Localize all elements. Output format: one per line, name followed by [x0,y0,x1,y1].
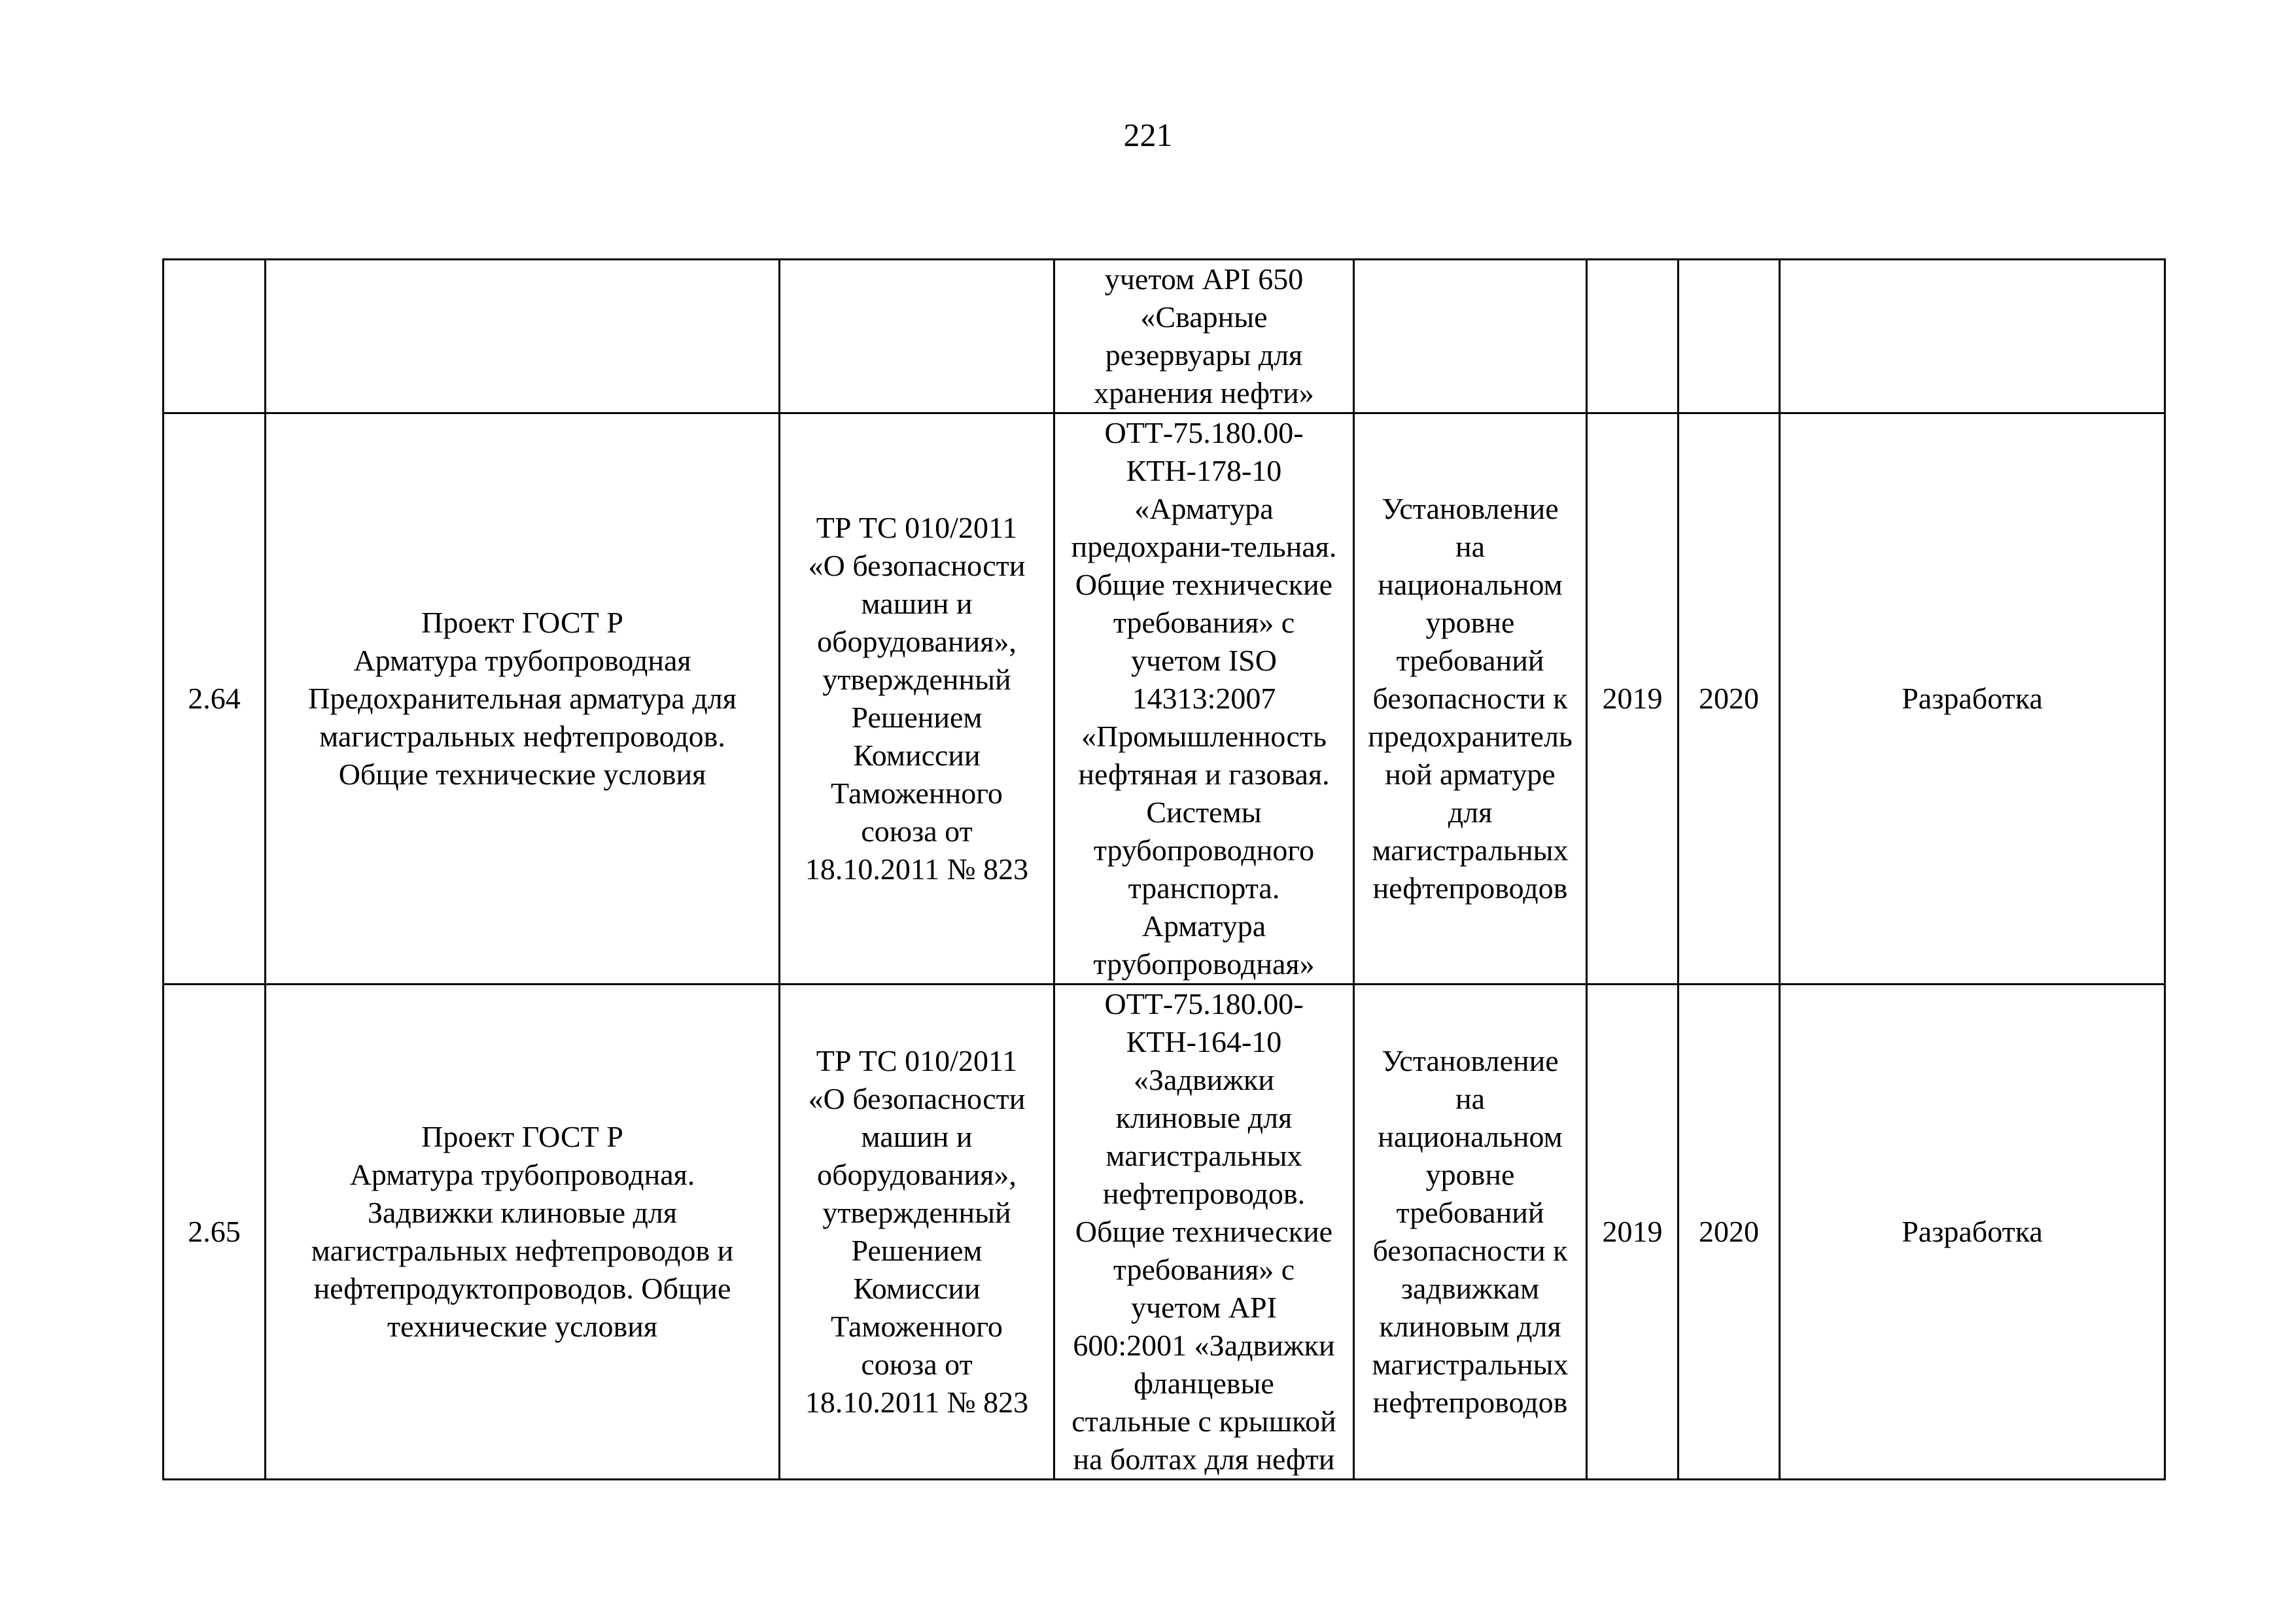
cell-line: КТН-178-10 [1126,454,1282,487]
cell-line: национальном [1378,568,1563,601]
cell-start-year: 2019 [1587,985,1679,1480]
cell-line: Системы [1146,795,1262,829]
cell-line: Проект ГОСТ Р [421,1120,623,1153]
cell-line: резервуары для [1105,338,1303,372]
cell-line: утвержденный [822,663,1011,696]
cell-line: Общие технические условия [338,758,706,791]
cell-goal-empty [1354,260,1587,413]
table-row [164,985,2165,1480]
cell-work-empty [1780,260,2165,413]
cell-line: ной арматуре [1385,758,1556,791]
standards-table [162,258,2166,1480]
cell-line: нефтепродуктопроводов. Общие [313,1272,731,1305]
cell-line: Комиссии [853,1272,981,1305]
cell-line: союза от [861,814,973,848]
cell-line: Арматура [1141,909,1266,943]
cell-line: 14313:2007 [1132,682,1276,715]
cell-line: магистральных [1372,1348,1569,1381]
cell-line: ТР ТС 010/2011 [816,1044,1018,1077]
cell-regulation-empty [780,260,1054,413]
cell-line: для [1448,795,1493,829]
cell-line: «О безопасности [808,549,1026,582]
table-row-continuation [164,260,2165,413]
cell-line: магистральных нефтепроводов и [311,1234,734,1267]
cell-line: КТН-164-10 [1126,1025,1282,1058]
cell-line: клиновым для [1379,1310,1561,1343]
cell-line: требований [1396,644,1544,677]
cell-line: учетом API 650 [1104,262,1304,296]
cell-line: уровне [1425,1158,1515,1191]
cell-line: учетом API [1131,1291,1277,1324]
cell-line: требований [1396,1196,1544,1229]
cell-num-empty [164,260,266,413]
cell-line: «Задвижки [1134,1063,1274,1096]
cell-line: хранения нефти» [1094,376,1314,410]
cell-title-empty [266,260,780,413]
cell-title [266,413,780,985]
cell-work-type: Разработка [1780,985,2165,1480]
cell-line: клиновые для [1115,1101,1293,1134]
cell-line: нефтепроводов [1372,1386,1568,1419]
cell-regulation [780,985,1054,1480]
cell-line: утвержденный [822,1196,1011,1229]
cell-end-empty [1679,260,1780,413]
table-row [164,413,2165,985]
cell-title [266,985,780,1480]
cell-line: машин и [861,1120,973,1153]
cell-line: Задвижки клиновые для [367,1196,678,1229]
cell-line: трубопроводная» [1093,947,1315,981]
cell-line: «Промышленность [1081,720,1327,753]
cell-line: «Сварные [1140,300,1268,334]
cell-line: Проект ГОСТ Р [421,606,623,639]
cell-line: учетом ISO [1131,644,1277,677]
cell-line: Предохранительная арматура для [308,682,737,715]
cell-line: союза от [861,1348,973,1381]
cell-line: ОТТ-75.180.00- [1104,987,1304,1021]
cell-line: нефтяная и газовая. [1078,758,1330,791]
cell-line: оборудования», [817,1158,1017,1191]
cell-line: машин и [861,587,973,620]
cell-goal [1354,413,1587,985]
cell-line: ТР ТС 010/2011 [816,511,1018,544]
cell-basis [1054,413,1354,985]
cell-num: 2.65 [164,985,266,1480]
cell-line: задвижкам [1400,1272,1540,1305]
cell-line: Общие технические [1075,1215,1333,1248]
cell-line: магистральных [1372,833,1569,867]
cell-line: требования» с [1113,606,1295,639]
cell-end-year: 2020 [1679,985,1780,1480]
cell-work-type: Разработка [1780,413,2165,985]
cell-line: безопасности к [1372,1234,1568,1267]
cell-line: «Арматура [1134,492,1274,525]
cell-line: на [1455,530,1486,563]
cell-line: Арматура трубопроводная [353,644,691,677]
cell-line: нефтепроводов [1372,871,1568,905]
cell-line: на болтах для нефти [1073,1442,1335,1476]
cell-line: на [1455,1082,1486,1115]
cell-basis [1054,985,1354,1480]
cell-line: 18.10.2011 № 823 [805,1386,1029,1419]
cell-line: нефтепроводов. [1102,1177,1306,1210]
cell-line: Арматура трубопроводная. [349,1158,695,1191]
cell-line: Решением [851,701,983,734]
cell-line: Таможенного [831,1310,1003,1343]
cell-line: 600:2001 «Задвижки [1073,1329,1335,1362]
cell-line: Общие технические [1075,568,1333,601]
cell-basis-continuation [1054,260,1354,413]
cell-line: Комиссии [853,739,981,772]
cell-line: транспорта. [1128,871,1280,905]
cell-line: предохрани-тельная. [1071,530,1337,563]
cell-line: фланцевые [1134,1367,1274,1400]
cell-line: ОТТ-75.180.00- [1104,416,1304,449]
cell-goal [1354,985,1587,1480]
cell-line: безопасности к [1372,682,1568,715]
cell-line: национальном [1378,1120,1563,1153]
cell-end-year: 2020 [1679,413,1780,985]
cell-line: Установление [1382,492,1559,525]
cell-line: магистральных [1105,1139,1302,1172]
cell-line: 18.10.2011 № 823 [805,852,1029,886]
cell-line: стальные с крышкой [1071,1405,1336,1438]
cell-line: Установление [1382,1044,1559,1077]
cell-line: Решением [851,1234,983,1267]
cell-line: Таможенного [831,777,1003,810]
cell-line: трубопроводного [1093,833,1315,867]
cell-line: предохранитель [1368,720,1573,753]
cell-line: оборудования», [817,625,1017,658]
cell-line: технические условия [387,1310,657,1343]
cell-start-year: 2019 [1587,413,1679,985]
cell-num: 2.64 [164,413,266,985]
cell-line: магистральных нефтепроводов. [319,720,725,753]
cell-line: требования» с [1113,1253,1295,1286]
cell-start-empty [1587,260,1679,413]
cell-line: «О безопасности [808,1082,1026,1115]
page-number: 221 [1123,116,1173,153]
cell-line: уровне [1425,606,1515,639]
cell-regulation [780,413,1054,985]
